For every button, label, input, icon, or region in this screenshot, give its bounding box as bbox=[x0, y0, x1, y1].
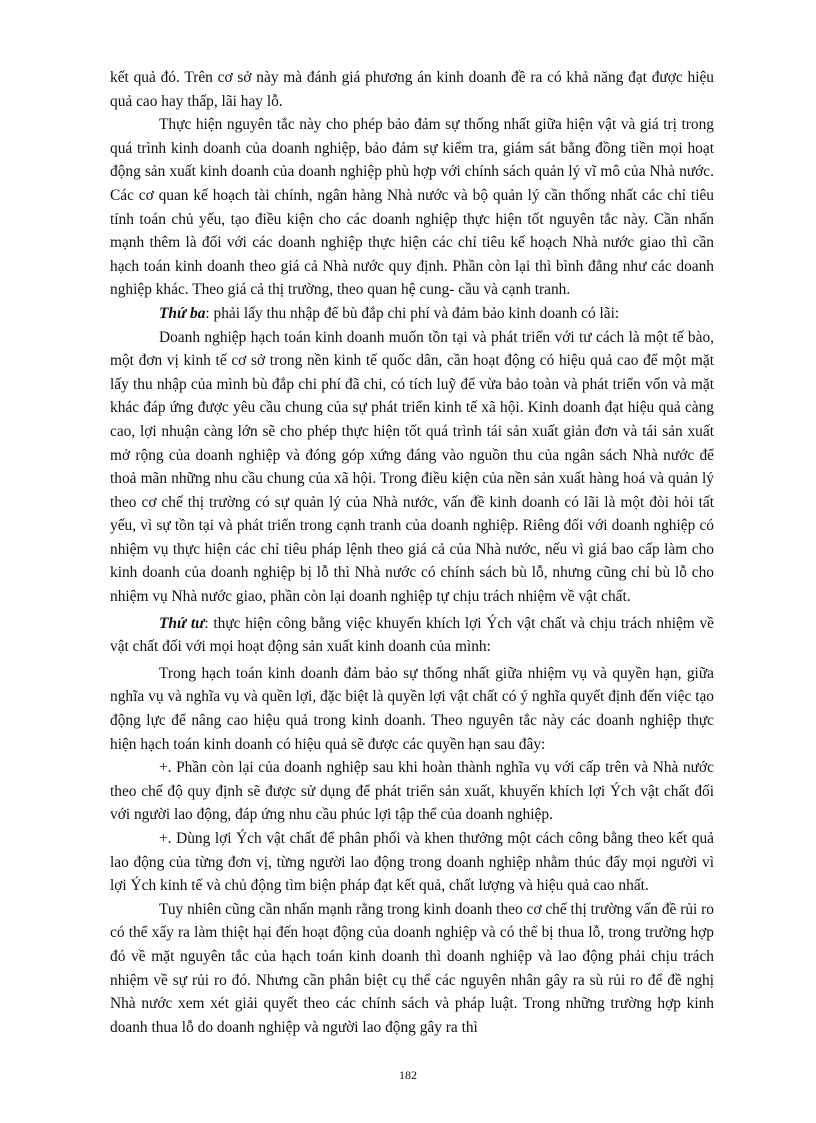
document-body bbox=[110, 66, 714, 1039]
paragraph-text: : phải lấy thu nhập để bù đắp chi phí và đảm bảo kinh doanh có lãi: bbox=[205, 304, 620, 322]
section-heading-paragraph bbox=[110, 612, 714, 659]
paragraph-text: +. Dùng lợi Ých vật chất để phân phối và khen thưởng một cách công bằng theo kết quả lao động của từng đơn vị, từng người lao động trong doanh nghiệp nhằm thúc đẩy mọi người vì lợi Ých kinh tế và chủ động tìm biện pháp đạt kết quả, chất lượng và hiệu quả cao nhất. bbox=[110, 830, 714, 895]
paragraph bbox=[110, 662, 714, 756]
paragraph-text: Doanh nghiệp hạch toán kinh doanh muốn tồn tại và phát triển với tư cách là một tế bào, một đơn vị kinh tế cơ sở trong nền kinh tế quốc dân, cần hoạt động có hiệu quả cao để một mặt lấy thu nhập của mình bù đắp chi phí đã chi, có tích luỹ để vừa bảo toàn và phát triển vốn và mặt khác đáp ứng được yêu cầu chung của sự phát triển kinh tế xã hội. Kinh doanh đạt hiệu quả càng cao, lợi nhuận càng lớn sẽ cho phép thực hiện tốt quá trình tái sản xuất giản đơn và tái sản xuất mở rộng của doanh nghiệp và đóng góp xứng đáng vào nguồn thu của ngân sách Nhà nước để thoả mãn những nhu cầu chung của xã hội. Trong điều kiện của nền sản xuất hàng hoá và quản lý theo cơ chế thị trường có sự quản lý của Nhà nước, vấn đề kinh doanh có lãi là một đòi hỏi tất yếu, vì sự tồn tại và phát triển trong cạnh tranh của doanh nghiệp. Riêng đối với doanh nghiệp có nhiệm vụ thực hiện các chỉ tiêu pháp lệnh theo giá cả của Nhà nước, nếu vì giá bao cấp làm cho kinh doanh của doanh nghiệp bị lỗ thì Nhà nước có chính sách bù lỗ, nhưng cũng chỉ bù lỗ cho nhiệm vụ Nhà nước giao, phần còn lại doanh nghiệp tự chịu trách nhiệm về vật chất. bbox=[110, 328, 714, 606]
paragraph-text: Thực hiện nguyên tắc này cho phép bảo đảm sự thống nhất giữa hiện vật và giá trị trong quá trình kinh doanh của doanh nghiệp, bảo đảm sự kiểm tra, giám sát bằng đồng tiền mọi hoạt động sản xuất kinh doanh của doanh nghiệp phù hợp với chính sách quản lý vĩ mô của Nhà nước. Các cơ quan kế hoạch tài chính, ngân hàng Nhà nước và bộ quản lý cần thống nhất các chỉ tiêu tính toán chủ yếu, tạo điều kiện cho các doanh nghiệp thực hiện tốt nguyên tắc này. Cần nhấn mạnh thêm là đối với các doanh nghiệp thực hiện các chỉ tiêu kế hoạch Nhà nước giao thì cần hạch toán kinh doanh theo giá cả Nhà nước quy định. Phần còn lại thì bình đẳng như các doanh nghiệp khác. Theo giá cả thị trường, theo quan hệ cung- cầu và cạnh tranh. bbox=[110, 116, 714, 299]
section-lead: Thứ tư bbox=[159, 614, 205, 632]
paragraph-text: : thực hiện công bằng việc khuyến khích lợi Ých vật chất và chịu trách nhiệm về vật chất đối với mọi hoạt động sản xuất kinh doanh của mình: bbox=[110, 614, 715, 656]
paragraph bbox=[110, 66, 714, 113]
paragraph-text: Trong hạch toán kinh doanh đảm bảo sự thống nhất giữa nhiệm vụ và quyền hạn, giữa nghĩa vụ và nghĩa vụ và quền lợi, đặc biệt là quyền lợi vật chất có ý nghĩa quyết định đến việc tạo động lực để nâng cao hiệu quả trong kinh doanh. Theo nguyên tắc này các doanh nghiệp thực hiện hạch toán kinh doanh có hiệu quả sẽ được các quyền hạn sau đây: bbox=[110, 664, 714, 753]
paragraph bbox=[110, 898, 714, 1040]
section-lead: Thứ ba bbox=[159, 304, 206, 322]
paragraph bbox=[110, 326, 714, 609]
paragraph bbox=[110, 113, 714, 302]
paragraph-text: +. Phần còn lại của doanh nghiệp sau khi hoàn thành nghĩa vụ với cấp trên và Nhà nước theo chế độ quy định sẽ được sử dụng để phát triển sản xuất, khuyến khích lợi Ých vật chất đối với người lao động, đáp ứng nhu cầu phúc lợi tập thể của doanh nghiệp. bbox=[110, 759, 714, 824]
section-heading-paragraph bbox=[110, 302, 714, 326]
list-paragraph bbox=[110, 827, 714, 898]
paragraph-text: Tuy nhiên cũng cần nhấn mạnh rằng trong kinh doanh theo cơ chế thị trường vấn đề rủi ro có thể xẩy ra làm thiệt hại đến hoạt động của doanh nghiệp và có thể bị thua lỗ, trong trường hợp đó về mặt nguyên tắc của hạch toán kinh doanh thì doanh nghiệp và lao động phải chịu trách nhiệm về sự rủi ro đó. Nhưng cần phân biệt cụ thể các nguyên nhân gây ra sù rủi ro để đề nghị Nhà nước xem xét giải quyết theo các chính sách và pháp luật. Trong những trường hợp kinh doanh thua lỗ do doanh nghiệp và người lao động gây ra thì bbox=[110, 900, 714, 1036]
paragraph-text: kết quả đó. Trên cơ sở này mà đánh giá phương án kinh doanh đề ra có khả năng đạt được hiệu quả cao hay thấp, lãi hay lỗ. bbox=[110, 69, 714, 110]
page-number: 182 bbox=[399, 1068, 417, 1082]
list-paragraph bbox=[110, 756, 714, 827]
